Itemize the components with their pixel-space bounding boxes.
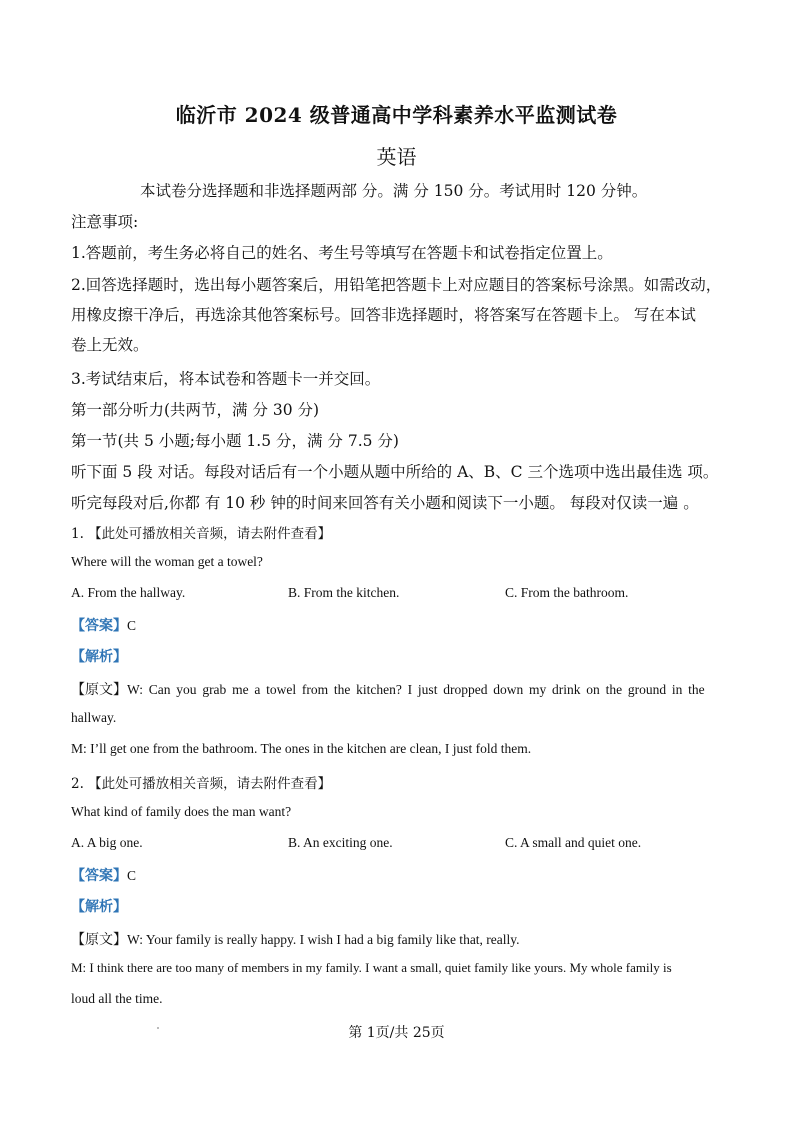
- q2-analysis-tag: 【解析】: [71, 899, 127, 915]
- q2-audio-label[interactable]: 2. 【此处可播放相关音频，请去附件查看】: [71, 776, 332, 792]
- q2-answer: [71, 865, 136, 885]
- q1-transcript-line-2: hallway.: [71, 710, 117, 725]
- notice-item-1: 1.答题前，考生务必将自己的姓名、考生号等填写在答题卡和试卷指定位置上。: [71, 244, 613, 262]
- page-number: 第 1页/共 25页: [348, 1025, 445, 1041]
- notice-item-2-line-3: 卷上无效。: [71, 336, 149, 354]
- part1-heading: 第一部分听力(共两节，满 分 30 分): [71, 401, 320, 419]
- q2-option-c: C. A small and quiet one.: [505, 835, 642, 850]
- q1-option-b: B. From the kitchen.: [288, 585, 400, 600]
- notice-item-2-line-1: 2.回答选择题时，选出每小题答案后，用铅笔把答题卡上对应题目的答案标号涂黑。如需改动，: [71, 276, 722, 294]
- q2-transcript-line-1: [71, 929, 520, 949]
- q1-transcript-text-1: W: Can you grab me a towel from the kitchen? I just dropped down my drink on the ground in the: [127, 682, 705, 697]
- notice-item-2-line-2: 用橡皮擦干净后，再选涂其他答案标号。回答非选择题时，将答案写在答题卡上。 写在本试: [71, 306, 696, 324]
- q2-option-b: B. An exciting one.: [288, 835, 393, 850]
- q1-option-c: C. From the bathroom.: [505, 585, 629, 600]
- q1-option-a: A. From the hallway.: [71, 585, 186, 600]
- q2-original-tag: 【原文】: [71, 932, 127, 948]
- q1-original-tag: 【原文】: [71, 682, 127, 698]
- q2-transcript-line-3: loud all the time.: [71, 991, 163, 1006]
- q1-answer-value: C: [127, 618, 137, 633]
- q1-analysis-tag: 【解析】: [71, 649, 127, 665]
- q2-option-a: A. A big one.: [71, 835, 143, 850]
- notice-heading: 注意事项:: [71, 213, 139, 231]
- exam-subject: 英语: [376, 145, 417, 169]
- q1-answer-tag: 【答案】: [71, 618, 127, 634]
- q2-question: What kind of family does the man want?: [71, 804, 292, 819]
- instruction-line-1: 听下面 5 段 对话。每段对话后有一个小题从题中所给的 A、B、C 三个选项中选出最佳选 项。: [71, 463, 719, 481]
- section1-heading: 第一节(共 5 小题;每小题 1.5 分，满 分 7.5 分): [71, 432, 399, 450]
- exam-title: 临沂市 2024 级普通高中学科素养水平监测试卷: [175, 103, 618, 127]
- q2-answer-value: C: [127, 868, 137, 883]
- q1-answer: [71, 615, 136, 635]
- q1-transcript-line-3: M: I’ll get one from the bathroom. The ones in the kitchen are clean, I just fold them.: [71, 741, 532, 756]
- q2-transcript-text-1: W: Your family is really happy. I wish I had a big family like that, really.: [127, 932, 520, 947]
- instruction-line-2: 听完每段对后,你都 有 10 秒 钟的时间来回答有关小题和阅读下一小题。 每段对仅读一遍 。: [71, 494, 699, 512]
- q1-transcript-line-1: [71, 679, 705, 699]
- q2-answer-tag: 【答案】: [71, 868, 127, 884]
- q1-audio-label[interactable]: 1. 【此处可播放相关音频，请去附件查看】: [71, 526, 332, 542]
- q2-transcript-line-2: M: I think there are too many of members in my family. I want a small, quiet family like yours. My whole family is: [71, 960, 672, 975]
- exam-intro: 本试卷分选择题和非选择题两部 分。满 分 150 分。考试用时 120 分钟。: [140, 182, 648, 200]
- notice-item-3: 3.考试结束后，将本试卷和答题卡一并交回。: [71, 370, 381, 388]
- q1-question: Where will the woman get a towel?: [71, 554, 263, 569]
